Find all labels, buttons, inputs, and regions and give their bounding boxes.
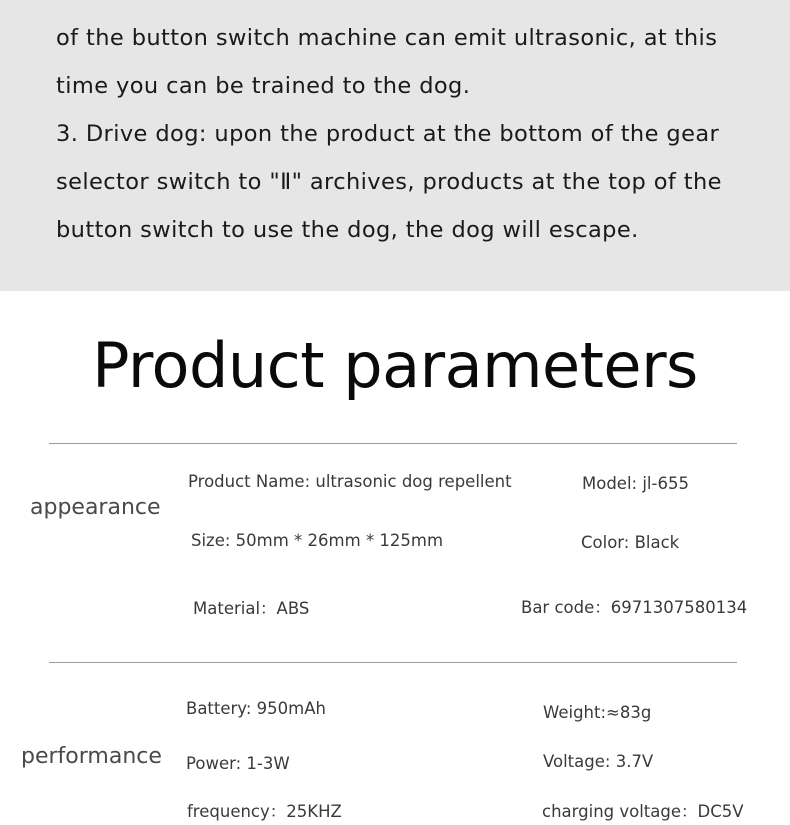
product-name-value: Product Name: ultrasonic dog repellent <box>188 472 512 491</box>
material-value: Material：ABS <box>193 599 310 618</box>
divider <box>49 662 737 663</box>
bar-code-value: Bar code：6971307580134 <box>521 598 748 617</box>
instruction-line: selector switch to "Ⅱ" archives, products at the top of the <box>56 169 722 195</box>
charging-voltage-value: charging voltage：DC5V <box>542 802 744 821</box>
appearance-label: appearance <box>30 495 161 520</box>
weight-value: Weight:≈83g <box>543 703 652 722</box>
color-value: Color: Black <box>581 533 680 552</box>
model-value: Model: jl-655 <box>582 474 689 493</box>
frequency-value: frequency：25KHZ <box>187 802 342 821</box>
divider <box>49 443 737 444</box>
instruction-line: 3. Drive dog: upon the product at the bottom of the gear <box>56 121 720 147</box>
instruction-line: time you can be trained to the dog. <box>56 73 471 99</box>
instruction-line: button switch to use the dog, the dog will escape. <box>56 217 639 243</box>
size-value: Size: 50mm * 26mm * 125mm <box>191 531 444 550</box>
voltage-value: Voltage: 3.7V <box>543 752 654 771</box>
battery-value: Battery: 950mAh <box>186 699 326 718</box>
instruction-line: of the button switch machine can emit ultrasonic, at this <box>56 25 718 51</box>
performance-label: performance <box>21 744 162 769</box>
power-value: Power: 1-3W <box>186 754 290 773</box>
instructions-section <box>0 0 790 291</box>
page-title: Product parameters <box>92 329 698 402</box>
